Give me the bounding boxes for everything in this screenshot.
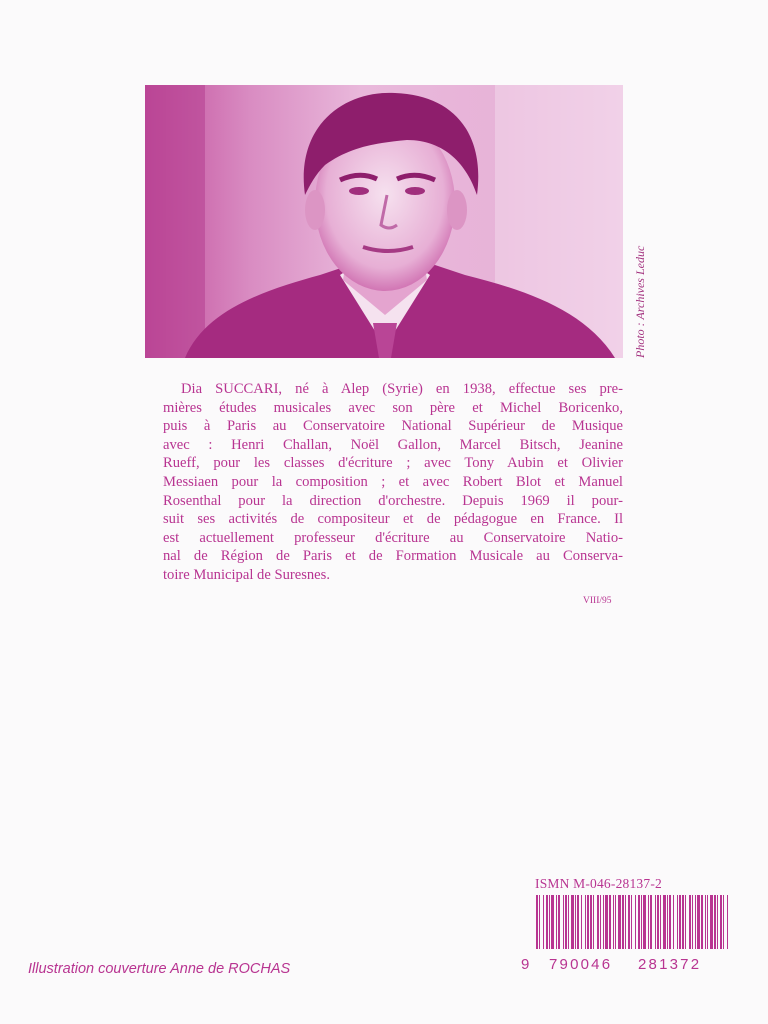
barcode-bar: [546, 895, 548, 949]
barcode-bar: [701, 895, 703, 949]
barcode-bar: [720, 895, 722, 949]
barcode-bar: [669, 895, 671, 949]
barcode-bar: [631, 895, 632, 949]
bio-line: Rueff, pour les classes d'écriture ; avec Tony Aubin et Olivier: [163, 455, 623, 472]
barcode-digit-group: 9: [521, 956, 530, 973]
bio-line: suit ses activités de compositeur et de pédagogue en France. Il: [163, 511, 623, 528]
barcode-bar: [648, 895, 649, 949]
barcode-bar: [673, 895, 674, 949]
barcode-bar: [543, 895, 544, 949]
bio-line: Messiaen pour la composition ; et avec Robert Blot et Manuel: [163, 473, 623, 490]
barcode-bar: [625, 895, 626, 949]
barcode-bar: [677, 895, 678, 949]
barcode-bar: [575, 895, 576, 949]
barcode-bar: [638, 895, 640, 949]
bio-line: mières études musicales avec son père et Michel Boricenko,: [163, 399, 623, 416]
barcode-bar: [723, 895, 724, 949]
barcode-bar: [682, 895, 684, 949]
barcode-bar: [641, 895, 642, 949]
barcode-bar: [705, 895, 706, 949]
barcode-bar: [556, 895, 557, 949]
bio-line: puis à Paris au Conservatoire National Supérieur de Musique: [163, 418, 623, 435]
barcode-bar: [685, 895, 686, 949]
barcode-bar: [600, 895, 601, 949]
barcode-bar: [593, 895, 594, 949]
barcode-digit-group: 790046: [549, 956, 613, 973]
ismn-label: ISMN M-046-28137-2: [535, 876, 662, 891]
barcode-bar: [692, 895, 693, 949]
barcode-bar: [558, 895, 560, 949]
barcode-bar: [551, 895, 554, 949]
bio-line: nal de Région de Paris et de Formation Musicale au Conserva-: [163, 548, 623, 565]
barcode-bar: [590, 895, 592, 949]
barcode-bar: [605, 895, 608, 949]
bio-line: toire Municipal de Suresnes.: [163, 566, 330, 583]
portrait-photo: [145, 85, 623, 358]
barcode-bar: [695, 895, 696, 949]
bio-line: Dia SUCCARI, né à Alep (Syrie) en 1938, effectue ses pre-: [181, 381, 623, 397]
barcode-bar: [655, 895, 656, 949]
barcode-bar: [536, 895, 538, 949]
barcode-bar: [689, 895, 691, 949]
barcode-bar: [571, 895, 574, 949]
barcode-bar: [707, 895, 708, 949]
barcode-bar: [587, 895, 589, 949]
cover-illustration-credit: Illustration couverture Anne de ROCHAS: [28, 961, 291, 977]
barcode-bar: [609, 895, 611, 949]
bio-line: est actuellement professeur d'écriture au Conservatoire Natio-: [163, 529, 623, 546]
barcode-bar: [613, 895, 614, 949]
barcode-bar: [717, 895, 718, 949]
photo-credit: Photo : Archives Leduc: [633, 245, 647, 358]
barcode-bar: [539, 895, 540, 949]
barcode-bar: [667, 895, 668, 949]
bio-line: Rosenthal pour la direction d'orchestre. Depuis 1969 il pour-: [163, 492, 623, 509]
barcode-digit-group: 281372: [638, 956, 702, 973]
barcode-bar: [585, 895, 586, 949]
edition-code: VIII/95: [583, 596, 612, 606]
biography-text: [163, 380, 623, 585]
barcode-bar: [622, 895, 624, 949]
barcode-bar: [568, 895, 569, 949]
barcode-bar: [727, 895, 728, 949]
barcode-bar: [697, 895, 700, 949]
barcode-bar: [657, 895, 659, 949]
barcode-bar: [635, 895, 636, 949]
barcode-bar: [643, 895, 646, 949]
barcode-bar: [650, 895, 652, 949]
barcode-bar: [660, 895, 661, 949]
barcode-bar: [714, 895, 716, 949]
barcode-bar: [615, 895, 616, 949]
barcode-bar: [565, 895, 567, 949]
barcode-bar: [618, 895, 621, 949]
barcode-bar: [581, 895, 582, 949]
portrait-illustration: [145, 85, 623, 358]
barcode-bar: [563, 895, 564, 949]
barcode-icon: [534, 895, 730, 949]
barcode-bar: [603, 895, 604, 949]
barcode-bar: [597, 895, 599, 949]
barcode-bar: [710, 895, 713, 949]
barcode-bar: [663, 895, 666, 949]
barcode-bar: [577, 895, 579, 949]
bio-line: avec : Henri Challan, Noël Gallon, Marcel Bitsch, Jeanine: [163, 436, 623, 453]
barcode-bar: [549, 895, 550, 949]
barcode-bar: [628, 895, 630, 949]
barcode-bar: [679, 895, 681, 949]
